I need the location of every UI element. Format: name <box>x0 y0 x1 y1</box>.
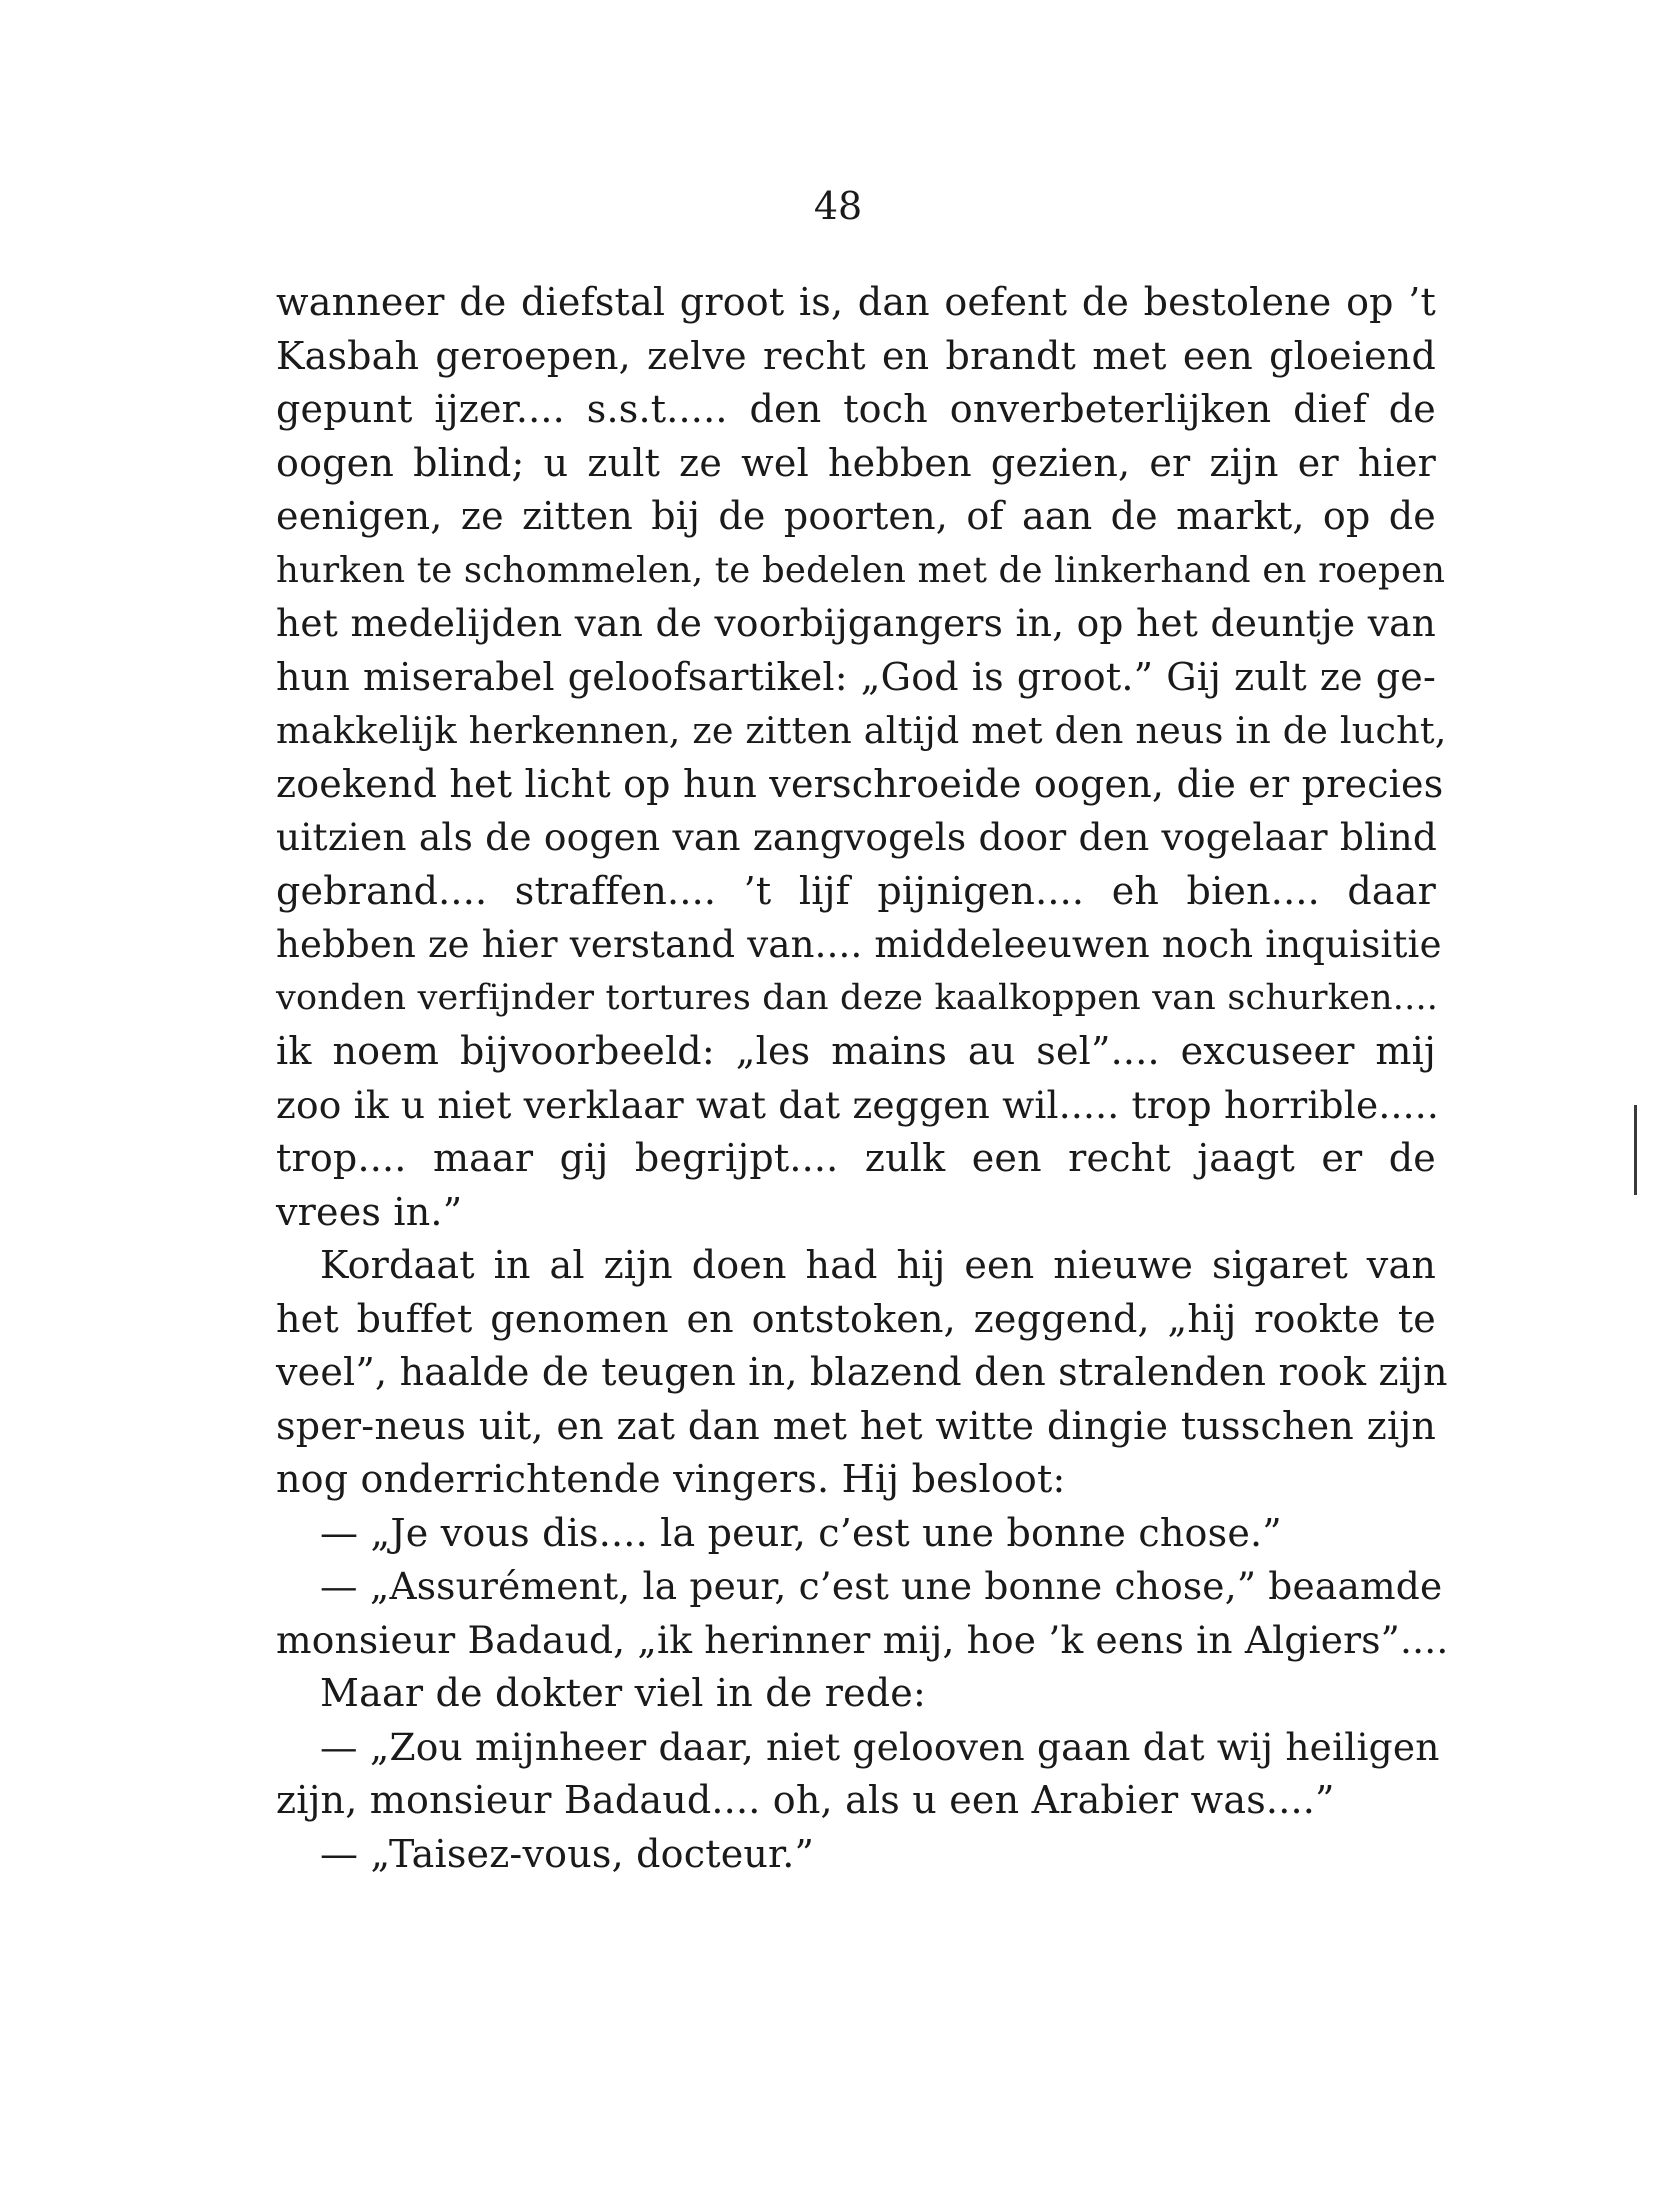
dialogue-line: — „Zou mijnheer daar, niet gelooven gaan dat wij heiligen <box>320 1724 1440 1769</box>
text-line: gepunt ijzer.... s.s.t..... den toch onverbeterlijken dief de <box>276 387 1436 431</box>
paragraph-start-line: Maar de dokter viel in de rede: <box>320 1671 926 1715</box>
text-line: nog onderrichtende vingers. Hij besloot: <box>276 1457 1066 1501</box>
text-line: ik noem bijvoorbeeld: „les mains au sel”.... excuseer mij <box>276 1029 1436 1073</box>
text-line: makkelijk herkennen, ze zitten altijd met den neus in de lucht, <box>276 709 1447 752</box>
text-line: hebben ze hier verstand van.... middeleeuwen noch inquisitie <box>276 923 1442 966</box>
text-line: vrees in.” <box>276 1189 463 1234</box>
text-line: monsieur Badaud, „ik herinner mij, hoe ’k eens in Algiers”.... <box>276 1617 1449 1662</box>
text-line: eenigen, ze zitten bij de poorten, of aan de markt, op de <box>276 494 1436 538</box>
text-line: vonden verfijnder tortures dan deze kaalkoppen van schurken.... <box>276 977 1439 1018</box>
text-line: trop.... maar gij begrijpt.... zulk een recht jaagt er de <box>276 1136 1436 1180</box>
dialogue-line: — „Assurément, la peur, c’est une bonne chose,” beaamde <box>320 1564 1443 1608</box>
text-line: zijn, monsieur Badaud.... oh, als u een Arabier was....” <box>276 1778 1335 1822</box>
text-line: hun miserabel geloofsartikel: „God is groot.” Gij zult ze ge- <box>276 654 1436 699</box>
text-line: wanneer de diefstal groot is, dan oefent de bestolene op ’t <box>276 280 1436 324</box>
text-line: sper-neus uit, en zat dan met het witte dingie tusschen zijn <box>276 1403 1436 1448</box>
dialogue-line: — „Taisez-vous, docteur.” <box>320 1831 815 1876</box>
page-number: 48 <box>813 184 863 228</box>
text-line: Kasbah geroepen, zelve recht en brandt met een gloeiend <box>276 333 1436 378</box>
text-line: uitzien als de oogen van zangvogels door den vogelaar blind <box>276 815 1438 859</box>
text-line: gebrand.... straffen.... ’t lijf pijnigen.... eh bien.... daar <box>276 868 1436 913</box>
text-line: hurken te schommelen, te bedelen met de linkerhand en roepen <box>276 549 1446 591</box>
paragraph-start-line: Kordaat in al zijn doen had hij een nieuwe sigaret van <box>320 1243 1436 1287</box>
text-line: zoekend het licht op hun verschroeide oogen, die er precies <box>276 761 1444 806</box>
dialogue-line: — „Je vous dis.... la peur, c’est une bonne chose.” <box>320 1510 1282 1555</box>
text-line: het buffet genomen en ontstoken, zeggend, „hij rookte te <box>276 1296 1436 1341</box>
page-edge-mark <box>1634 1105 1637 1195</box>
body-text <box>276 276 1449 1881</box>
text-line: oogen blind; u zult ze wel hebben gezien, er zijn er hier <box>276 440 1436 485</box>
text-line: het medelijden van de voorbijgangers in, op het deuntje van <box>276 601 1436 645</box>
text-line: veel”, haalde de teugen in, blazend den stralenden rook zijn <box>276 1350 1448 1394</box>
text-line: zoo ik u niet verklaar wat dat zeggen wil..... trop horrible..... <box>276 1082 1439 1127</box>
